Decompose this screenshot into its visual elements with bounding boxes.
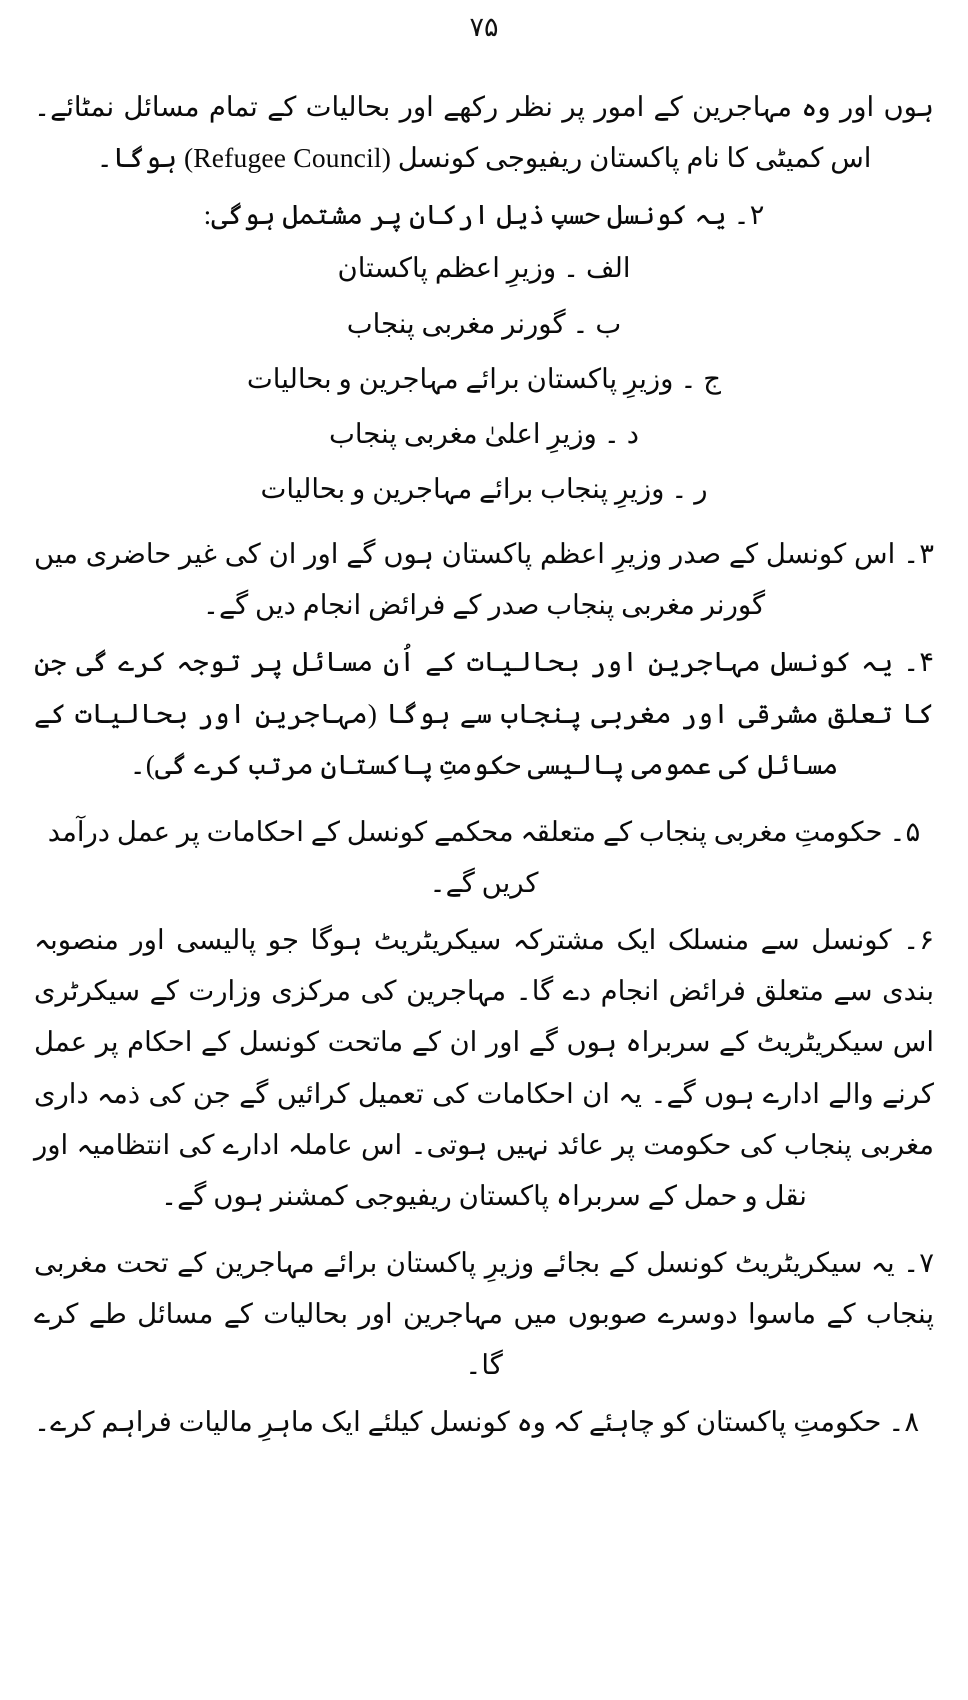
paragraph-clause-8: ۸۔ حکومتِ پاکستان کو چاہئے کہ وہ کونسل کیلئے ایک ماہرِ مالیات فراہم کرے۔: [34, 1406, 920, 1438]
paragraph-clause-2: ۲۔ یہ کونسل حسبِ ذیل ارکان پر مشتمل ہوگی:: [203, 199, 765, 231]
spacer: [34, 1227, 934, 1237]
spacer: [34, 518, 934, 528]
paragraph-clause-3: ۳۔ اس کونسل کے صدر وزیرِ اعظم پاکستان ہوں گے اور ان کی غیر حاضری میں گورنر مغربی پنجاب صدر کے فرائض انجام دیں گے۔: [34, 538, 934, 621]
page-number: ۷۵: [469, 12, 499, 43]
page-body: [0, 41, 968, 1474]
paragraph-clause-5: ۵۔ حکومتِ مغربی پنجاب کے متعلقہ محکمے کونسل کے احکامات پر عمل درآمد کریں گے۔: [47, 815, 921, 898]
paragraph-clause-7: ۷۔ یہ سیکریٹریٹ کونسل کے بجائے وزیرِ پاکستان برائے مہاجرین کے تحت مغربی پنجاب کے ماسوا دوسرے صوبوں میں مہاجرین اور بحالیات کے مسائل طے کرے گا۔: [34, 1246, 934, 1381]
list-item: ج ۔ وزیرِ پاکستان برائے مہاجرین و بحالیات: [246, 362, 722, 394]
paragraph-clause-4: ۴۔ یہ کونسل مہاجرین اور بحالیات کے اُن مسائل پر توجہ کرے گی جن کا تعلق مشرقی اور مغربی پنجاب سے ہوگا (مہاجرین اور بحالیات کے مسائل کی عمومی پالیسی حکومتِ پاکستان مرتب کرے گی)۔: [34, 646, 934, 780]
spacer: [34, 796, 934, 806]
paragraph-clause-6: ۶۔ کونسل سے منسلک ایک مشترکہ سیکریٹریٹ ہوگا جو پالیسی اور منصوبہ بندی سے متعلق فرائض انجام دے گا۔ مہاجرین کی مرکزی وزارت کے سیکرٹری اس سیکریٹریٹ کے سربراہ ہوں گے اور ان کے ماتحت کونسل کے احکام پر عمل کرنے والے ادارے ہوں گے۔ یہ ان احکامات کی تعمیل کرائیں گے جن کی ذمہ داری مغربی پنجاب کی حکومت پر عائد نہیں ہوتی۔ اس عاملہ ادارے کی انتظامیہ اور نقل و حمل کے سربراہ پاکستان ریفیوجی کمشنر ہوں گے۔: [34, 924, 934, 1211]
list-item: د ۔ وزیرِ اعلیٰ مغربی پنجاب: [329, 417, 639, 449]
list-item: الف ۔ وزیرِ اعظم پاکستان: [337, 252, 631, 284]
paragraph-intro: ہوں اور وہ مہاجرین کے امور پر نظر رکھے اور بحالیات کے تمام مسائل نمٹائے۔ اس کمیٹی کا نام پاکستان ریفیوجی کونسل (Refugee Council) ہوگا۔: [34, 91, 934, 174]
list-item: ر ۔ وزیرِ پنجاب برائے مہاجرین و بحالیات: [260, 472, 708, 504]
members-list: [34, 242, 934, 514]
list-item: ب ۔ گورنر مغربی پنجاب: [346, 307, 622, 339]
